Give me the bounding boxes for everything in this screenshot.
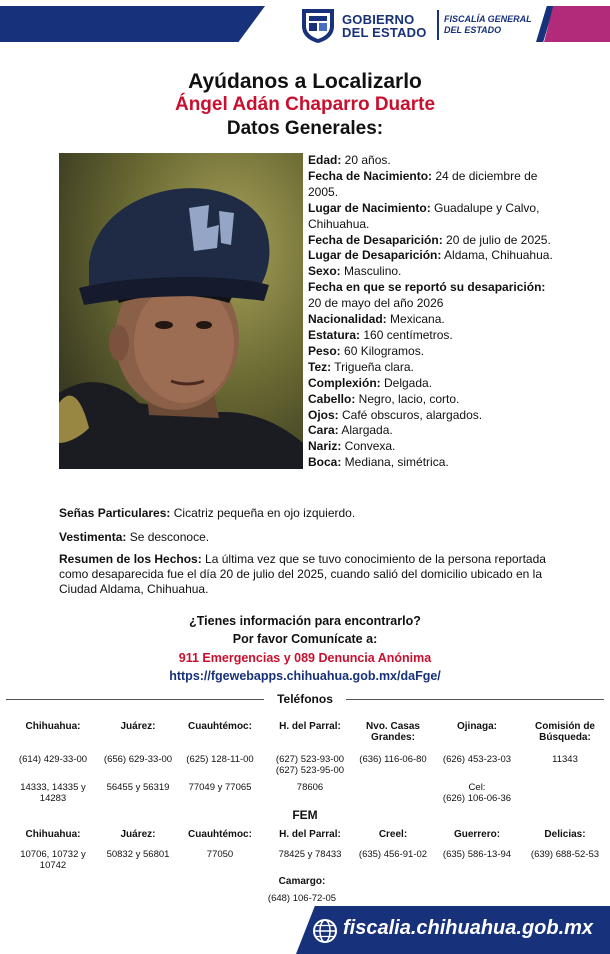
fact-value: Delgada. bbox=[380, 375, 433, 390]
fem-header: Guerrero: bbox=[453, 829, 501, 840]
fact-label: Cabello: bbox=[308, 391, 356, 406]
fem-phone: (635) 586-13-94 bbox=[442, 849, 512, 860]
fact-label: Sexo: bbox=[308, 264, 341, 279]
fem-header: H. del Parral: bbox=[279, 829, 341, 840]
fact-value: Café obscuros, alargados. bbox=[338, 407, 483, 422]
telefonos-header: Ojinaga: bbox=[456, 721, 497, 732]
fiscalia-line2: DEL ESTADO bbox=[444, 25, 502, 35]
fem-title: FEM bbox=[292, 808, 318, 822]
cta-please: Por favor Comunícate a: bbox=[232, 632, 378, 646]
telefonos-header: Chihuahua: bbox=[25, 721, 81, 732]
telefonos-phone: (614) 429-33-00 bbox=[18, 754, 88, 765]
fact-label: Fecha en que se reportó su desaparición: bbox=[308, 280, 546, 295]
fem-header: Creel: bbox=[378, 829, 408, 840]
fact-value: Negro, lacio, corto. bbox=[355, 391, 460, 406]
fact-value: Guadalupe y Calvo, Chihuahua. bbox=[308, 200, 540, 231]
fem-header: Delicias: bbox=[544, 829, 586, 840]
state-shield-logo-icon bbox=[298, 6, 338, 44]
fact-item bbox=[308, 360, 558, 376]
fact-item bbox=[308, 423, 558, 439]
telefonos-extension: 14333, 14335 y 14283 bbox=[20, 782, 86, 804]
fact-item bbox=[308, 376, 558, 392]
fact-label: Nariz: bbox=[308, 439, 342, 454]
fem-phone: 77050 bbox=[206, 849, 234, 860]
gob-line2: DEL ESTADO bbox=[342, 25, 427, 40]
vestimenta-label: Vestimenta: bbox=[59, 530, 127, 544]
telefonos-header: Nvo. Casas Grandes: bbox=[366, 721, 420, 743]
telefonos-extension: Cel: (626) 106-06-36 bbox=[442, 782, 512, 804]
footer-website-link[interactable]: fiscalia.chihuahua.gob.mx bbox=[343, 917, 594, 939]
fem-phone: 78425 y 78433 bbox=[278, 849, 342, 860]
fact-item bbox=[308, 439, 558, 455]
fact-value: 20 años. bbox=[341, 153, 391, 167]
fact-value: Masculino. bbox=[340, 264, 402, 279]
fem-phone: (635) 456-91-02 bbox=[358, 849, 428, 860]
fact-value: Trigueña clara. bbox=[331, 359, 414, 374]
emergency-numbers: 911 Emergencias y 089 Denuncia Anónima bbox=[178, 651, 432, 665]
gob-line1: GOBIERNO bbox=[342, 12, 415, 27]
fact-label: Peso: bbox=[308, 343, 341, 358]
resumen-label: Resumen de los Hechos: bbox=[59, 552, 202, 566]
telefonos-phone: (627) 523-93-00 (627) 523-95-00 bbox=[275, 754, 345, 776]
fact-item bbox=[308, 392, 558, 408]
fact-value: 24 de diciembre de 2005. bbox=[308, 168, 538, 199]
fact-item bbox=[308, 312, 558, 328]
telefonos-header: H. del Parral: bbox=[279, 721, 341, 732]
telefonos-extension: 78606 bbox=[296, 782, 324, 793]
fact-value: 60 Kilogramos. bbox=[340, 343, 425, 358]
fact-label: Lugar de Nacimiento: bbox=[308, 200, 431, 215]
fiscalia-line1: FISCALÍA GENERAL bbox=[444, 14, 532, 24]
fact-item bbox=[308, 280, 558, 312]
senas-label: Señas Particulares: bbox=[59, 506, 171, 520]
fact-label: Nacionalidad: bbox=[308, 312, 387, 327]
senas-particulares bbox=[59, 506, 559, 521]
telefonos-phone: (625) 128-11-00 bbox=[186, 754, 254, 765]
fem-phone: (639) 688-52-53 bbox=[530, 849, 600, 860]
report-url-link[interactable]: https://fgewebapps.chihuahua.gob.mx/daFge/ bbox=[169, 669, 441, 683]
globe-icon bbox=[312, 918, 338, 944]
cta-question: ¿Tienes información para encontrarlo? bbox=[189, 614, 421, 628]
resumen-value: La última vez que se tuvo conocimiento de la persona reportada como desaparecida fue el día 20 de julio del 2025, cuando salió del domicilio ubicado en la Ciudad Aldama, Chihuahua. bbox=[59, 552, 546, 596]
vestimenta bbox=[59, 530, 559, 545]
fact-item bbox=[308, 264, 558, 280]
person-facts bbox=[308, 153, 558, 471]
header-band-left bbox=[0, 6, 265, 42]
fact-label: Ojos: bbox=[308, 407, 339, 422]
fact-label: Lugar de Desaparición: bbox=[308, 248, 442, 263]
telefonos-header: Juárez: bbox=[120, 721, 156, 732]
fact-label: Boca: bbox=[308, 455, 342, 470]
resumen-hechos bbox=[59, 552, 569, 597]
fact-label: Fecha de Nacimiento: bbox=[308, 168, 433, 183]
fact-value: 20 de mayo del año 2026 bbox=[308, 296, 444, 311]
telefonos-phone: 11343 bbox=[552, 754, 578, 765]
fact-value: 160 centímetros. bbox=[360, 327, 453, 342]
fem-phone: 10706, 10732 y 10742 bbox=[20, 849, 86, 871]
fact-label: Cara: bbox=[308, 423, 339, 438]
header-band-right bbox=[544, 6, 610, 42]
camargo-phone: (648) 106-72-05 bbox=[267, 893, 337, 904]
fact-value: Convexa. bbox=[341, 439, 396, 454]
telefonos-header: Comisión de Búsqueda: bbox=[534, 721, 595, 743]
telefonos-extension: 77049 y 77065 bbox=[188, 782, 252, 793]
fact-item bbox=[308, 201, 558, 233]
telefonos-phone: (636) 116-06-80 bbox=[359, 754, 427, 765]
fact-item bbox=[308, 153, 558, 169]
fact-label: Fecha de Desaparición: bbox=[308, 232, 443, 247]
section-subtitle: Datos Generales: bbox=[226, 118, 384, 139]
fact-item bbox=[308, 169, 558, 201]
fact-label: Estatura: bbox=[308, 327, 361, 342]
fact-item bbox=[308, 455, 558, 471]
vestimenta-value: Se desconoce. bbox=[126, 530, 210, 544]
fact-item bbox=[308, 344, 558, 360]
fem-phone: 50832 y 56801 bbox=[106, 849, 170, 860]
fact-value: 20 de julio de 2025. bbox=[442, 232, 551, 247]
fact-item bbox=[308, 248, 558, 264]
gobierno-wordmark bbox=[342, 13, 427, 39]
header-divider bbox=[437, 10, 439, 40]
fact-item bbox=[308, 328, 558, 344]
telefonos-title: Teléfonos bbox=[277, 692, 333, 706]
person-name: Ángel Adán Chaparro Duarte bbox=[174, 94, 436, 115]
fact-value: Alargada. bbox=[338, 423, 393, 438]
camargo-label: Camargo: bbox=[278, 876, 326, 887]
telefonos-phone: (656) 629-33-00 bbox=[103, 754, 173, 765]
telefonos-phone: (626) 453-23-03 bbox=[442, 754, 512, 765]
fact-label: Complexión: bbox=[308, 375, 381, 390]
fact-label: Edad: bbox=[308, 153, 342, 167]
telefonos-header: Cuauhtémoc: bbox=[188, 721, 252, 732]
fact-value: Mexicana. bbox=[386, 312, 445, 327]
fem-header: Juárez: bbox=[120, 829, 156, 840]
senas-value: Cicatriz pequeña en ojo izquierdo. bbox=[170, 506, 356, 520]
fem-header: Chihuahua: bbox=[25, 829, 81, 840]
fact-value: Mediana, simétrica. bbox=[341, 455, 449, 470]
fact-item bbox=[308, 233, 558, 249]
fem-header: Cuauhtémoc: bbox=[188, 829, 252, 840]
fiscalia-wordmark bbox=[444, 14, 532, 36]
fact-value: Aldama, Chihuahua. bbox=[441, 248, 553, 263]
telefonos-extension: 56455 y 56319 bbox=[106, 782, 170, 793]
missing-person-photo bbox=[59, 153, 303, 469]
page-title: Ayúdanos a Localizarlo bbox=[188, 70, 422, 93]
fact-item bbox=[308, 408, 558, 424]
fact-label: Tez: bbox=[308, 359, 332, 374]
